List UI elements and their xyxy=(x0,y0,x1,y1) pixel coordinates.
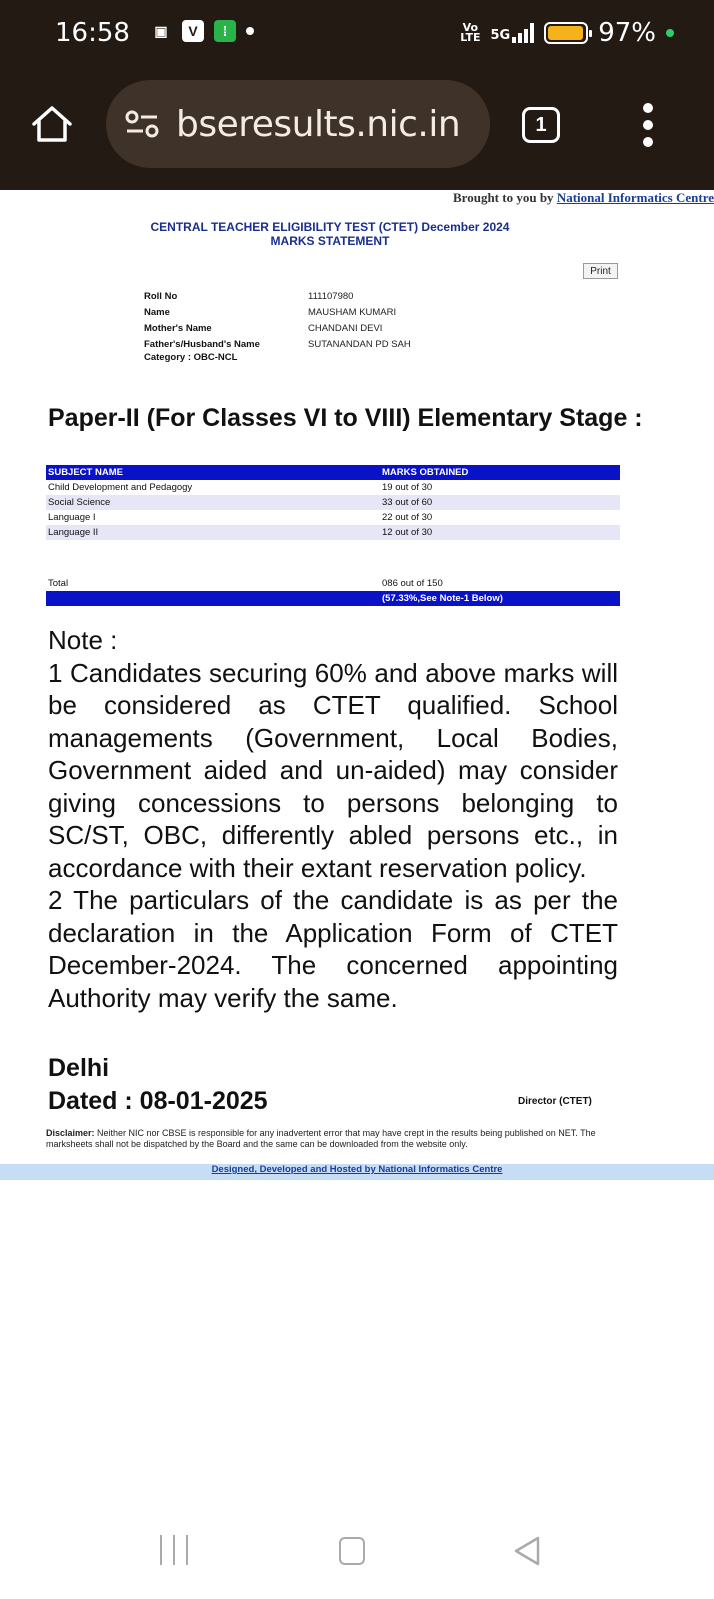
info-label: Name xyxy=(144,306,170,318)
info-row-name xyxy=(144,304,411,320)
paper-title: Paper-II (For Classes VI to VIII) Elementary Stage : xyxy=(48,404,643,432)
exam-title xyxy=(0,220,660,248)
marks-cell: 19 out of 30 xyxy=(382,482,433,493)
info-row-mother xyxy=(144,320,411,336)
navigation-bar xyxy=(0,1535,714,1575)
column-header-marks: MARKS OBTAINED xyxy=(382,467,469,478)
marks-cell: 22 out of 30 xyxy=(382,512,433,523)
director-label: Director (CTET) xyxy=(518,1096,592,1107)
status-icons-right xyxy=(460,18,674,48)
battery-percent: 97% xyxy=(598,18,656,48)
footer-bar xyxy=(0,1164,714,1180)
note-heading: Note : xyxy=(48,625,118,655)
note-1: 1 Candidates securing 60% and above marks will be considered as CTET qualified. School managements (Government, Local Bodies, Government aided and un-aided) may consider giving concessions to persons belonging to SC/ST, OBC, differently abled persons etc., in accordance with their extant reservation policy. xyxy=(48,657,618,883)
disclaimer xyxy=(46,1128,626,1150)
info-label: Roll No xyxy=(144,290,178,302)
volte-indicator xyxy=(460,23,480,43)
info-value: SUTANANDAN PD SAH xyxy=(308,338,411,350)
disclaimer-text: Neither NIC nor CBSE is responsible for any inadvertent error that may have crept in the results being published on NET. The marksheets shall not be dispatched by the Board and the same can be downloaded from the website only. xyxy=(46,1128,596,1149)
recent-apps-icon[interactable] xyxy=(160,1535,188,1567)
total-value: 086 out of 150 xyxy=(382,578,443,589)
url-text[interactable]: bseresults.nic.in xyxy=(176,103,461,145)
info-value: 111107980 xyxy=(308,290,354,302)
info-value: MAUSHAM KUMARI xyxy=(308,306,397,318)
brought-by xyxy=(453,190,714,206)
signal-bars xyxy=(512,23,534,43)
place: Delhi xyxy=(48,1054,110,1082)
info-label: Father's/Husband's Name xyxy=(144,338,260,350)
site-settings-icon[interactable] xyxy=(124,110,160,138)
volte-bottom-text: LTE xyxy=(460,31,481,44)
percentage-row xyxy=(46,591,620,606)
info-value: CHANDANI DEVI xyxy=(308,322,383,334)
subject-cell: Child Development and Pedagogy xyxy=(48,482,193,493)
vpn-icon: V xyxy=(182,20,204,42)
menu-icon[interactable] xyxy=(640,103,656,147)
table-row xyxy=(46,510,620,525)
media-icon: ▣ xyxy=(154,22,168,39)
dated: Dated : 08-01-2025 xyxy=(48,1087,268,1115)
battery-icon xyxy=(544,22,588,44)
info-row-roll xyxy=(144,288,411,304)
volte-top-text: Vo xyxy=(462,21,479,34)
footer-link[interactable]: Designed, Developed and Hosted by National Informatics Centre xyxy=(211,1164,503,1175)
note-2: 2 The particulars of the candidate is as per the declaration in the Application Form of CTET December-2024. The concerned appointing Authority may verify the same. xyxy=(48,885,618,1013)
brought-prefix: Brought to you by xyxy=(453,190,554,205)
status-time: 16:58 xyxy=(55,18,130,48)
nic-link[interactable]: National Informatics Centre xyxy=(556,190,714,205)
table-row xyxy=(46,495,620,510)
home-icon[interactable] xyxy=(30,104,74,144)
subject-cell: Social Science xyxy=(48,497,111,508)
info-label: Mother's Name xyxy=(144,322,212,334)
url-bar[interactable] xyxy=(106,80,490,168)
dot-icon xyxy=(246,27,254,35)
notes xyxy=(48,624,618,1014)
print-button[interactable]: Print xyxy=(583,263,618,279)
marks-cell: 33 out of 60 xyxy=(382,497,433,508)
candidate-info xyxy=(144,288,411,363)
disclaimer-label: Disclaimer: xyxy=(46,1128,95,1138)
marks-table-header xyxy=(46,465,620,480)
table-row xyxy=(46,480,620,495)
exam-title-line1: CENTRAL TEACHER ELIGIBILITY TEST (CTET) December 2024 xyxy=(150,220,510,234)
info-row-father xyxy=(144,336,411,352)
battery-fill xyxy=(548,26,583,40)
percentage-value: (57.33%,See Note-1 Below) xyxy=(382,593,503,604)
signal-icon xyxy=(490,23,534,43)
home-nav-icon[interactable] xyxy=(339,1537,365,1565)
column-header-subject: SUBJECT NAME xyxy=(48,467,123,478)
marks-cell: 12 out of 30 xyxy=(382,527,433,538)
top-bar xyxy=(0,0,714,190)
network-type: 5G xyxy=(490,28,511,43)
subject-cell: Language II xyxy=(48,527,99,538)
total-row xyxy=(46,576,620,591)
app-icon: ⁞ xyxy=(214,20,236,42)
tabs-icon[interactable]: 1 xyxy=(522,107,560,143)
exam-title-line2: MARKS STATEMENT xyxy=(270,234,390,248)
total-block xyxy=(46,576,620,606)
status-icons-left xyxy=(150,20,254,42)
subject-cell: Language I xyxy=(48,512,96,523)
category: Category : OBC-NCL xyxy=(144,352,238,363)
back-icon[interactable] xyxy=(512,1535,542,1567)
marks-table xyxy=(46,465,620,540)
table-row xyxy=(46,525,620,540)
privacy-dot-icon xyxy=(666,29,674,37)
total-label: Total xyxy=(48,578,69,589)
